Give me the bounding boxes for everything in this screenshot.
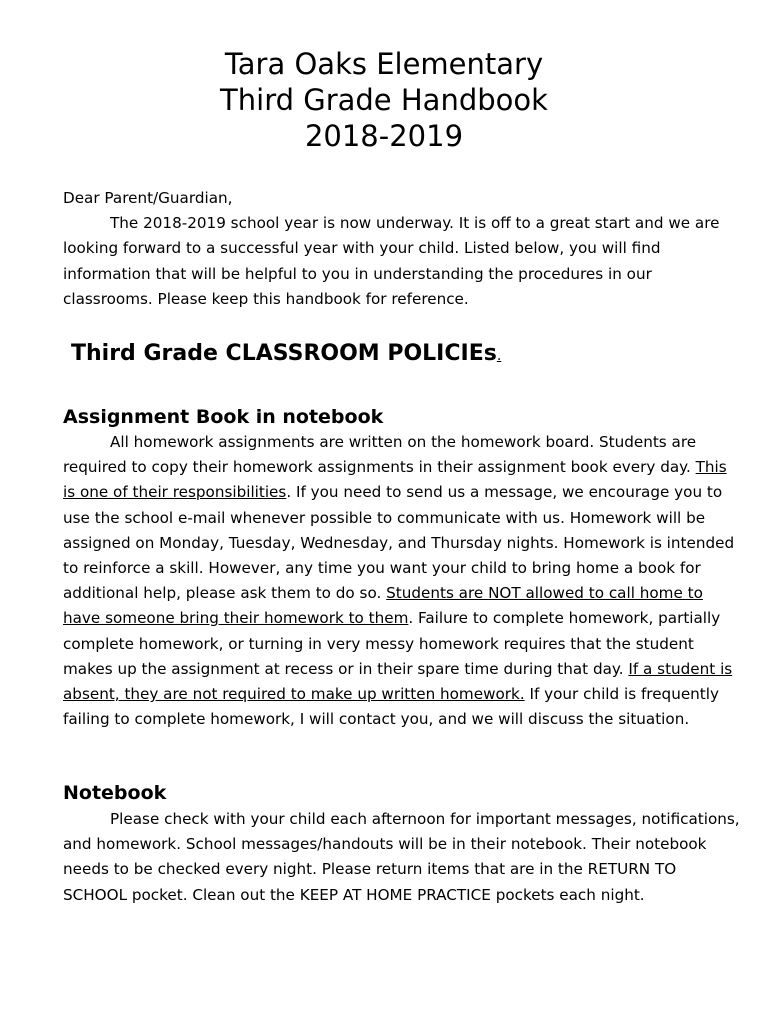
assignment-book-paragraph bbox=[63, 430, 743, 732]
salutation: Dear Parent/Guardian, bbox=[63, 189, 233, 207]
assignment-text-4: If your child is frequently failing to complete homework, I will contact you, and we will discuss the situation. bbox=[63, 685, 719, 729]
assignment-book-section bbox=[63, 430, 743, 732]
handbook-title: Third Grade Handbook bbox=[220, 83, 548, 117]
school-name: Tara Oaks Elementary bbox=[224, 47, 544, 81]
assignment-underline-2: Students are NOT allowed to call home to have someone bring their homework to them bbox=[63, 584, 703, 628]
assignment-text-3: . Failure to complete homework, partially complete homework, or turning in very messy homework requires that the student makes up the assignment at recess or in their spare time during that day. bbox=[63, 609, 721, 678]
assignment-book-heading: Assignment Book in notebook bbox=[63, 406, 384, 428]
notebook-paragraph: Please check with your child each afternoon for important messages, notifications, and homework. School messages/handouts will be in their notebook. Their notebook needs to be checked every night. Please return items that are in the RETURN TO SCHOOL pocket. Clean out the KEEP AT HOME PRACTICE pockets each night. bbox=[63, 810, 740, 904]
assignment-text-2: . If you need to send us a message, we encourage you to use the school e-mail whenever possible to communicate with us. Homework will be assigned on Monday, Tuesday, Wednesday, and Thursday nights. Homework is intended to reinforce a skill. However, any time you want your child to bring home a book for additional help, please ask them to do so. bbox=[63, 483, 735, 603]
school-year: 2018-2019 bbox=[304, 119, 464, 153]
notebook-heading: Notebook bbox=[63, 782, 167, 804]
intro-paragraph: The 2018-2019 school year is now underway. It is off to a great start and we are looking forward to a successful year with your child. Listed below, you will find information that will be helpful to you in understanding the procedures in our classrooms. Please keep this handbook for reference. bbox=[63, 214, 720, 308]
policies-heading bbox=[71, 338, 501, 372]
policies-heading-text: Third Grade CLASSROOM POLICIEs bbox=[71, 341, 497, 366]
assignment-underline-3: If a student is absent, they are not required to make up written homework. bbox=[63, 659, 733, 704]
letter-block bbox=[63, 186, 743, 312]
assignment-text-1: All homework assignments are written on the homework board. Students are required to copy their homework assignments in their assignment book every day. bbox=[63, 433, 697, 477]
assignment-underline-1: This is one of their responsibilities bbox=[63, 458, 727, 502]
notebook-section bbox=[63, 807, 743, 908]
title-block bbox=[0, 46, 768, 154]
policies-heading-suffix: . bbox=[496, 348, 502, 364]
